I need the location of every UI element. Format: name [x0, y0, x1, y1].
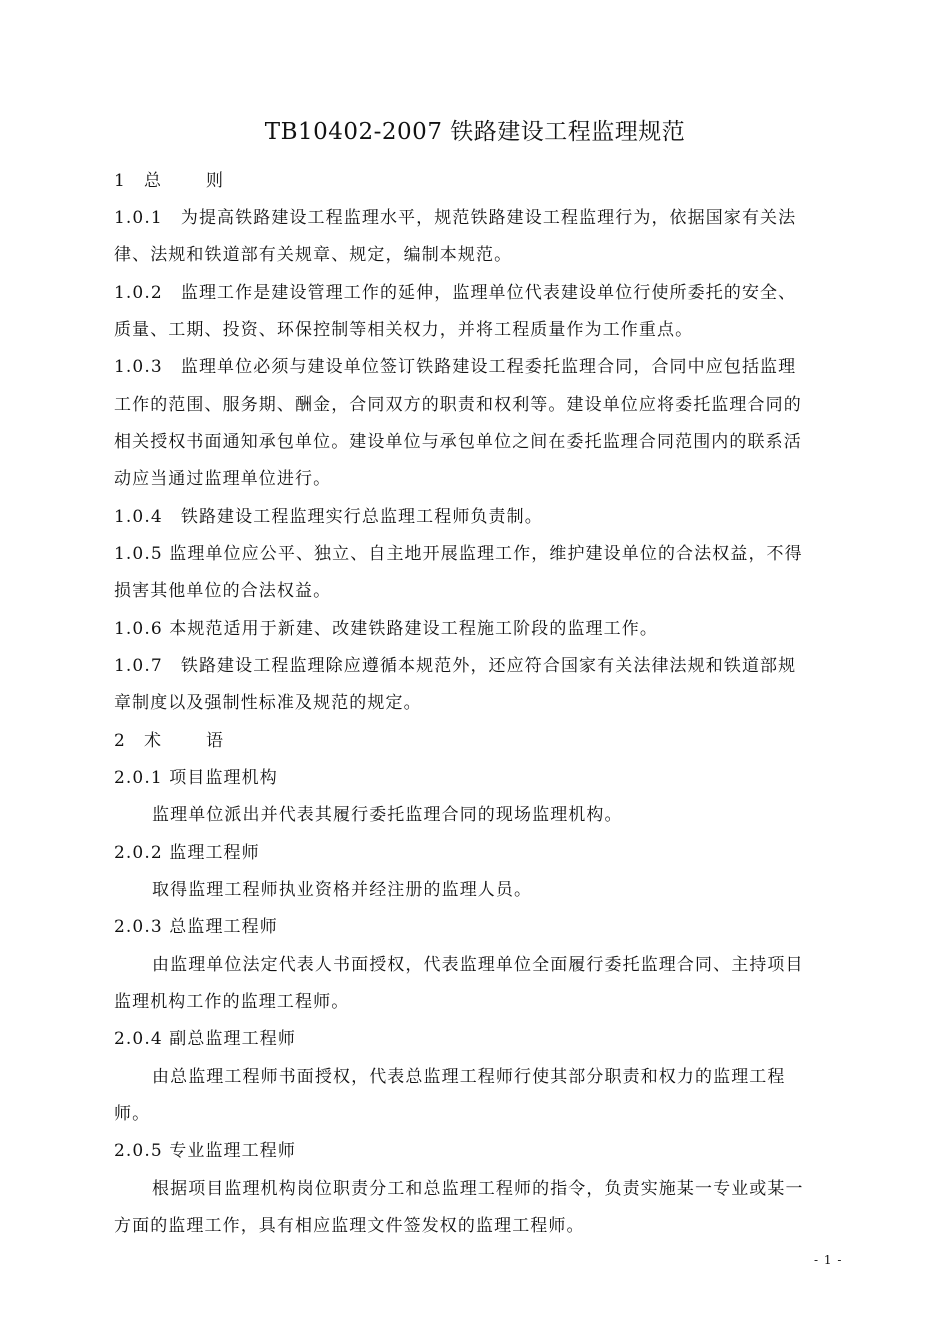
term-definition: 由总监理工程师书面授权，代表总监理工程师行使其部分职责和权力的监理工程	[152, 1067, 786, 1087]
term-definition: 师。	[114, 1104, 151, 1124]
term-heading: 2.0.4 副总监理工程师	[114, 1029, 296, 1049]
document-title: TB10402-2007 铁路建设工程监理规范	[264, 119, 686, 145]
chapter-heading	[114, 169, 844, 193]
clause-line: 质量、工期、投资、环保控制等相关权力，并将工程质量作为工作重点。	[114, 320, 694, 340]
clause-line: 1.0.6 本规范适用于新建、改建铁路建设工程施工阶段的监理工作。	[114, 619, 658, 639]
chapter-number: 1	[114, 171, 126, 191]
clause-line: 1.0.1 为提高铁路建设工程监理水平，规范铁路建设工程监理行为，依据国家有关法	[114, 208, 797, 228]
clause-line: 损害其他单位的合法权益。	[114, 581, 332, 601]
clause-line: 1.0.5 监理单位应公平、独立、自主地开展监理工作，维护建设单位的合法权益，不得	[114, 544, 803, 564]
term-definition: 由监理单位法定代表人书面授权，代表监理单位全面履行委托监理合同、主持项目	[152, 955, 804, 975]
term-definition: 监理机构工作的监理工程师。	[114, 992, 350, 1012]
chapter-title-char: 术	[144, 731, 163, 751]
term-definition: 根据项目监理机构岗位职责分工和总监理工程师的指令，负责实施某一专业或某一	[152, 1179, 804, 1199]
chapter-heading	[114, 729, 844, 753]
term-definition: 监理单位派出并代表其履行委托监理合同的现场监理机构。	[152, 805, 623, 825]
term-heading: 2.0.5 专业监理工程师	[114, 1141, 296, 1161]
clause-line: 1.0.4 铁路建设工程监理实行总监理工程师负责制。	[114, 507, 543, 527]
term-heading: 2.0.1 项目监理机构	[114, 768, 278, 788]
term-definition: 取得监理工程师执业资格并经注册的监理人员。	[152, 880, 533, 900]
clause-line: 工作的范围、服务期、酬金，合同双方的职责和权利等。建设单位应将委托监理合同的	[114, 395, 802, 415]
clause-line: 章制度以及强制性标准及规范的规定。	[114, 693, 422, 713]
clause-line: 1.0.3 监理单位必须与建设单位签订铁路建设工程委托监理合同，合同中应包括监理	[114, 357, 797, 377]
clause-line: 相关授权书面通知承包单位。建设单位与承包单位之间在委托监理合同范围内的联系活	[114, 432, 802, 452]
chapter-title-char: 总	[144, 171, 163, 191]
page-number: - 1 -	[814, 1253, 843, 1267]
term-definition: 方面的监理工作，具有相应监理文件签发权的监理工程师。	[114, 1216, 585, 1236]
term-heading: 2.0.2 监理工程师	[114, 843, 260, 863]
chapter-title-char: 则	[206, 171, 225, 191]
chapter-number: 2	[114, 731, 126, 751]
clause-line: 1.0.7 铁路建设工程监理除应遵循本规范外，还应符合国家有关法律法规和铁道部规	[114, 656, 797, 676]
clause-line: 1.0.2 监理工作是建设管理工作的延伸，监理单位代表建设单位行使所委托的安全、	[114, 283, 797, 303]
chapter-title-char: 语	[206, 731, 225, 751]
clause-line: 律、法规和铁道部有关规章、规定，编制本规范。	[114, 245, 513, 265]
clause-line: 动应当通过监理单位进行。	[114, 469, 332, 489]
term-heading: 2.0.3 总监理工程师	[114, 917, 278, 937]
